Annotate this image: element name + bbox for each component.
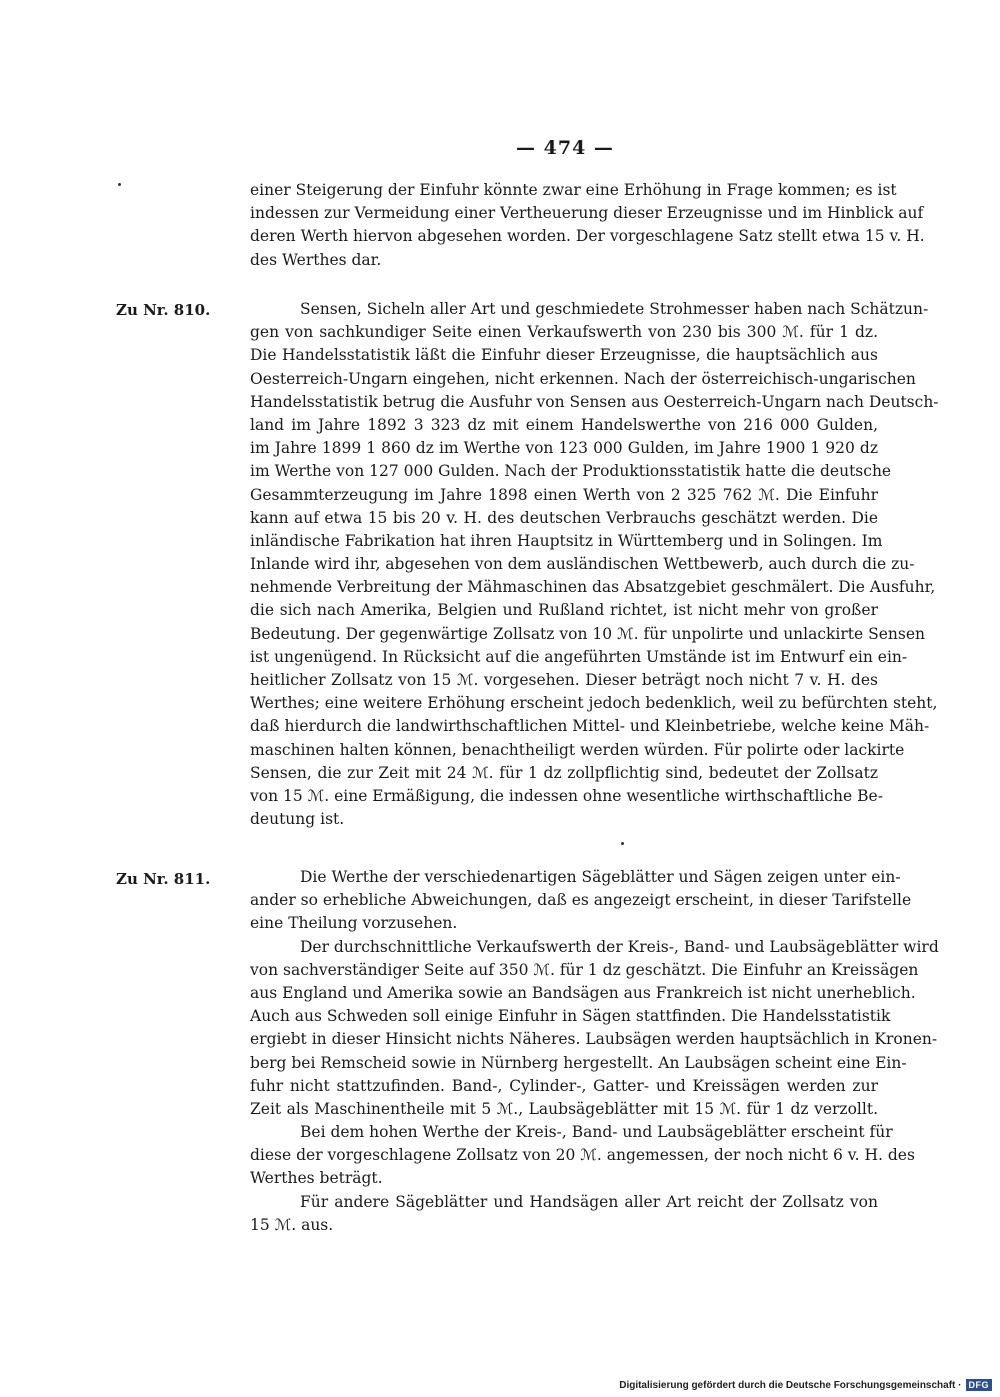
text-line: die sich nach Amerika, Belgien und Rußland richtet, ist nicht mehr von großer <box>250 601 878 620</box>
text-line: Bedeutung. Der gegenwärtige Zollsatz von 10 ℳ. für unpolirte und unlackirte Sensen <box>250 624 926 643</box>
text-line: von 15 ℳ. eine Ermäßigung, die indessen ohne wesentliche wirthschaftliche Be- <box>250 786 883 805</box>
dfg-logo: DFG <box>966 1379 993 1391</box>
text-line: Die Werthe der verschiedenartigen Sägeblätter und Sägen zeigen unter ein- <box>300 868 901 886</box>
text-line: fuhr nicht stattzufinden. Band-, Cylinder-, Gatter- und Kreissägen werden zur <box>250 1076 878 1095</box>
text-line: Zeit als Maschinentheile mit 5 ℳ., Laubsägeblätter mit 15 ℳ. für 1 dz verzollt. <box>250 1099 878 1118</box>
text-line: Werthes; eine weitere Erhöhung erscheint jedoch bedenklich, weil zu befürchten steht, <box>250 694 938 713</box>
intro-paragraph <box>250 179 925 272</box>
text-line: inländische Fabrikation hat ihren Hauptsitz in Württemberg und in Solingen. Im <box>250 531 883 550</box>
digitization-footer <box>619 1379 992 1391</box>
text-line: deutung ist. <box>250 810 345 829</box>
text-line: kann auf etwa 15 bis 20 v. H. des deutschen Verbrauchs geschätzt werden. Die <box>250 508 878 527</box>
text-line: Die Handelsstatistik läßt die Einfuhr dieser Erzeugnisse, die hauptsächlich aus <box>250 346 878 365</box>
text-line: 15 ℳ. aus. <box>250 1215 334 1234</box>
text-line: deren Werth hiervon abgesehen worden. Der vorgeschlagene Satz stellt etwa 15 v. H. <box>250 227 925 246</box>
text-line: Sensen, die zur Zeit mit 24 ℳ. für 1 dz zollpflichtig sind, bedeutet der Zollsatz <box>250 763 878 782</box>
text-line: Oesterreich-Ungarn eingehen, nicht erkennen. Nach der österreichisch-ungarischen <box>250 369 916 388</box>
margin-speck <box>621 842 624 845</box>
text-line: berg bei Remscheid sowie in Nürnberg hergestellt. An Laubsägen scheint eine Ein- <box>250 1053 907 1072</box>
text-line: Bei dem hohen Werthe der Kreis-, Band- und Laubsägeblätter erscheint für <box>300 1123 893 1142</box>
section-811-body <box>250 866 939 1237</box>
text-line: einer Steigerung der Einfuhr könnte zwar eine Erhöhung in Frage kommen; es ist <box>250 181 897 199</box>
text-line: im Jahre 1899 1 860 dz im Werthe von 123 000 Gulden, im Jahre 1900 1 920 dz <box>250 439 878 458</box>
text-line: Für andere Sägeblätter und Handsägen aller Art reicht der Zollsatz von <box>300 1192 878 1211</box>
text-line: des Werthes dar. <box>250 250 382 269</box>
text-line: indessen zur Vermeidung einer Vertheuerung dieser Erzeugnisse und im Hinblick auf <box>250 204 924 223</box>
text-line: eine Theilung vorzusehen. <box>250 914 458 933</box>
page-number: — 474 — <box>516 137 614 159</box>
text-line: Sensen, Sicheln aller Art und geschmiedete Strohmesser haben nach Schätzun- <box>300 300 929 318</box>
text-line: heitlicher Zollsatz von 15 ℳ. vorgesehen. Dieser beträgt noch nicht 7 v. H. des <box>250 671 878 689</box>
text-line: ergiebt in dieser Hinsicht nichts Näheres. Laubsägen werden hauptsächlich in Kronen- <box>250 1030 938 1049</box>
footer-text: Digitalisierung gefördert durch die Deutsche Forschungsgemeinschaft · <box>619 1379 962 1391</box>
text-line: aus England und Amerika sowie an Bandsägen aus Frankreich ist nicht unerheblich. <box>250 983 916 1002</box>
text-line: von sachverständiger Seite auf 350 ℳ. für 1 dz geschätzt. Die Einfuhr an Kreissägen <box>250 960 919 979</box>
text-line: Werthes beträgt. <box>250 1169 383 1188</box>
margin-speck <box>118 183 121 186</box>
text-line: ist ungenügend. In Rücksicht auf die angeführten Umstände ist im Entwurf ein ein- <box>250 647 908 666</box>
text-line: Gesammterzeugung im Jahre 1898 einen Werth von 2 325 762 ℳ. Die Einfuhr <box>250 485 878 504</box>
text-line: Auch aus Schweden soll einige Einfuhr in Sägen stattfinden. Die Handelsstatistik <box>250 1007 891 1026</box>
text-line: Handelsstatistik betrug die Ausfuhr von Sensen aus Oesterreich-Ungarn nach Deutsch- <box>250 392 939 411</box>
text-line: nehmende Verbreitung der Mähmaschinen das Absatzgebiet geschmälert. Die Ausfuhr, <box>250 578 936 597</box>
text-line: im Werthe von 127 000 Gulden. Nach der Produktionsstatistik hatte die deutsche <box>250 462 892 481</box>
text-line: land im Jahre 1892 3 323 dz mit einem Handelswerthe von 216 000 Gulden, <box>250 415 878 434</box>
section-label-810: Zu Nr. 810. <box>116 301 211 319</box>
text-line: diese der vorgeschlagene Zollsatz von 20 ℳ. angemessen, der noch nicht 6 v. H. des <box>250 1146 915 1165</box>
section-810-body <box>250 298 939 831</box>
text-line: gen von sachkundiger Seite einen Verkaufswerth von 230 bis 300 ℳ. für 1 dz. <box>250 323 878 342</box>
text-line: ander so erhebliche Abweichungen, daß es angezeigt erscheint, in dieser Tarifstelle <box>250 891 912 910</box>
text-line: maschinen halten können, benachtheiligt werden würden. Für polirte oder lackirte <box>250 740 905 759</box>
section-label-811: Zu Nr. 811. <box>116 870 211 888</box>
text-line: Inlande wird ihr, abgesehen von dem ausländischen Wettbewerb, auch durch die zu- <box>250 555 915 574</box>
text-line: daß hierdurch die landwirthschaftlichen Mittel- und Kleinbetriebe, welche keine Mäh- <box>250 717 930 736</box>
text-line: Der durchschnittliche Verkaufswerth der Kreis-, Band- und Laubsägeblätter wird <box>300 937 939 956</box>
